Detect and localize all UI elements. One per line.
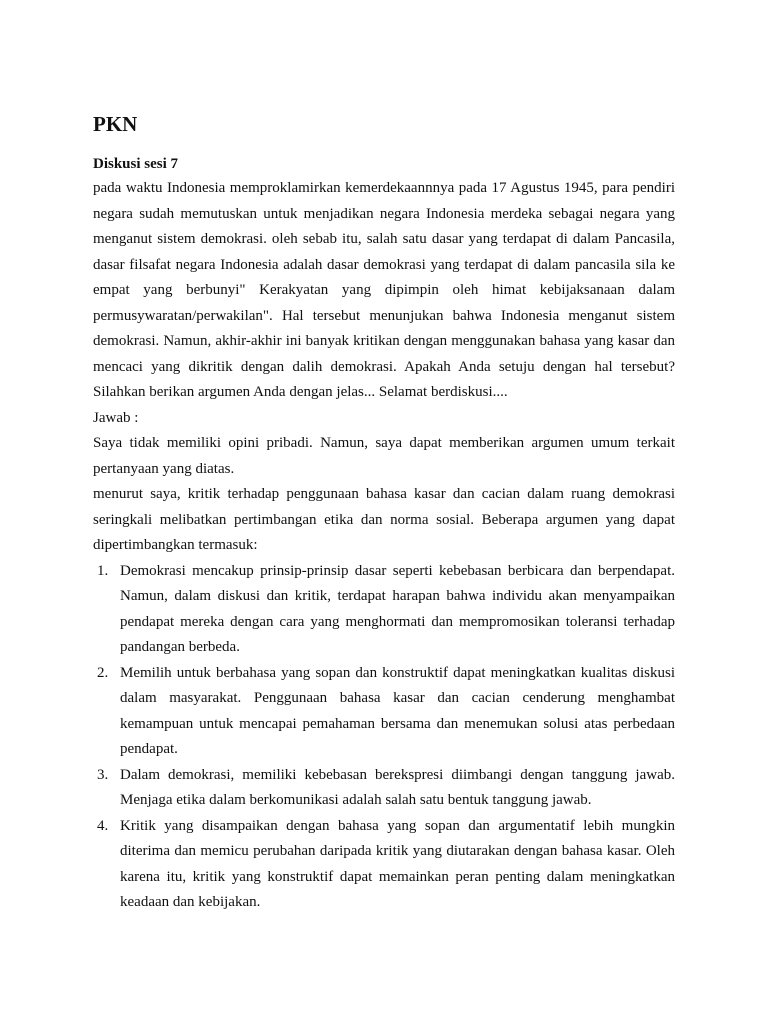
discussion-subtitle: Diskusi sesi 7 (93, 156, 179, 172)
list-item-text: Demokrasi mencakup prinsip-prinsip dasar seperti kebebasan berbicara dan berpendapat. Namun, dalam diskusi dan kritik, terdapat harapan bahwa individu akan menyampaikan pendapat mereka dengan cara yang menghormati dan mempromosikan toleransi terhadap pandangan berbeda. (120, 562, 675, 655)
list-item (93, 559, 675, 661)
list-item-number: 1. (97, 562, 109, 579)
document-title: PKN (93, 112, 138, 136)
list-item (93, 814, 675, 916)
argument-list (93, 559, 675, 916)
document-page (93, 110, 675, 916)
list-item-text: Memilih untuk berbahasa yang sopan dan konstruktif dapat meningkatkan kualitas diskusi dalam masyarakat. Penggunaan bahasa kasar dan cacian cenderung menghambat kemampuan untuk mencapai pemahaman bersama dan menemukan solusi atas perbedaan pendapat. (120, 664, 675, 757)
list-item (93, 661, 675, 763)
question-paragraph: pada waktu Indonesia memproklamirkan kemerdekaannnya pada 17 Agustus 1945, para pendiri negara sudah memutuskan untuk menjadikan negara Indonesia merdeka sebagai negara yang menganut sistem demokrasi. oleh sebab itu, salah satu dasar yang terdapat di dalam Pancasila, dasar filsafat negara Indonesia adalah dasar demokrasi yang terdapat di dalam pancasila sila ke empat yang berbunyi" Kerakyatan yang dipimpin oleh himat kebijaksanaan dalam permusywaratan/perwakilan". Hal tersebut menunjukan bahwa Indonesia menganut sistem demokrasi. Namun, akhir-akhir ini banyak kritikan dengan menggunakan bahasa yang kasar dan mencaci yang dikritik dengan dalih demokrasi. Apakah Anda setuju dengan hal tersebut? Silahkan berikan argumen Anda dengan jelas... Selamat berdiskusi.... (93, 180, 675, 400)
answer-paragraph: menurut saya, kritik terhadap penggunaan bahasa kasar dan cacian dalam ruang demokrasi seringkali melibatkan pertimbangan etika dan norma sosial. Beberapa argumen yang dapat dipertimbangkan termasuk: (93, 486, 675, 553)
list-item (93, 763, 675, 814)
answer-label: Jawab : (93, 409, 139, 426)
answer-intro-paragraph: Saya tidak memiliki opini pribadi. Namun, saya dapat memberikan argumen umum terkait pertanyaan yang diatas. (93, 435, 675, 477)
list-item-number: 2. (97, 664, 109, 681)
list-item-text: Dalam demokrasi, memiliki kebebasan berekspresi diimbangi dengan tanggung jawab. Menjaga etika dalam berkomunikasi adalah salah satu bentuk tanggung jawab. (120, 766, 675, 808)
list-item-number: 4. (97, 817, 109, 834)
list-item-text: Kritik yang disampaikan dengan bahasa yang sopan dan argumentatif lebih mungkin diterima dan memicu perubahan daripada kritik yang diutarakan dengan bahasa kasar. Oleh karena itu, kritik yang konstruktif dapat memainkan peran penting dalam meningkatkan keadaan dan kebijakan. (120, 817, 675, 910)
list-item-number: 3. (97, 766, 109, 783)
